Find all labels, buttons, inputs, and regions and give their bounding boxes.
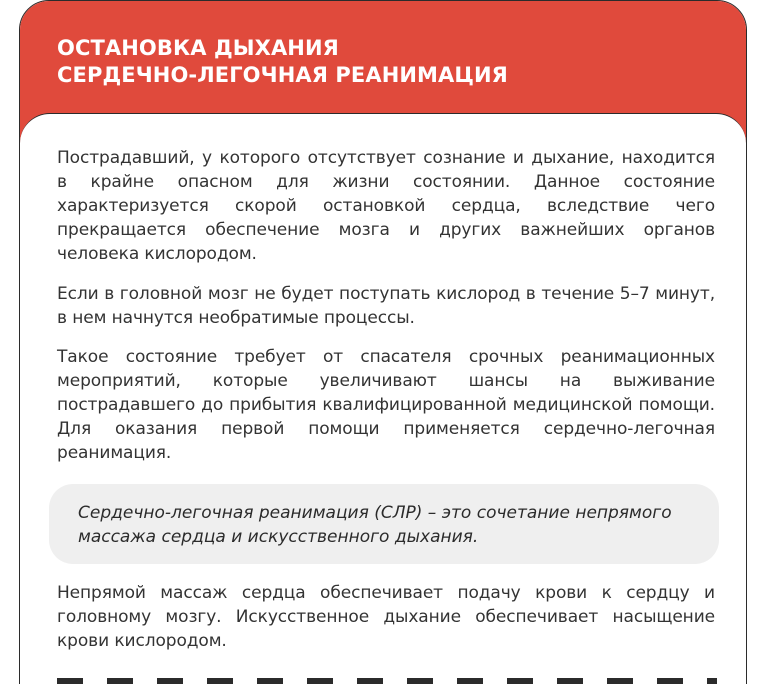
title-line-2: СЕРДЕЧНО-ЛЕГОЧНАЯ РЕАНИМАЦИЯ bbox=[57, 63, 508, 87]
dashed-divider bbox=[57, 678, 717, 684]
page-title bbox=[57, 35, 508, 89]
card-content bbox=[20, 113, 746, 684]
paragraph-1: Пострадавший, у которого отсутствует сознание и дыхание, находится в крайне опасном для жизни состоянии. Данное состояние характеризуется скорой остановкой сердца, вследствие чего прекращается обеспечение мозга и других важнейших органов человека кислородом. bbox=[57, 148, 715, 264]
title-line-1: ОСТАНОВКА ДЫХАНИЯ bbox=[57, 36, 339, 60]
info-card bbox=[19, 0, 747, 684]
paragraph-3: Такое состояние требует от спасателя срочных реанимационных мероприятий, которые увеличивают шансы на выживание пострадавшего до прибытия квалифицированной медицинской помощи. Для оказания первой помощи применяется сердечно-легочная реанимация. bbox=[57, 347, 715, 463]
callout-text: Сердечно-легочная реанимация (СЛР) – это сочетание непрямого массажа сердца и искусственного дыхания. bbox=[78, 503, 672, 547]
paragraph-2: Если в головной мозг не будет поступать кислород в течение 5–7 минут, в нем начнутся необратимые процессы. bbox=[57, 284, 715, 328]
paragraph-4: Непрямой массаж сердца обеспечивает подачу крови к сердцу и головному мозгу. Искусственное дыхание обеспечивает насыщение крови кислородом. bbox=[57, 583, 715, 651]
definition-callout bbox=[49, 484, 719, 564]
